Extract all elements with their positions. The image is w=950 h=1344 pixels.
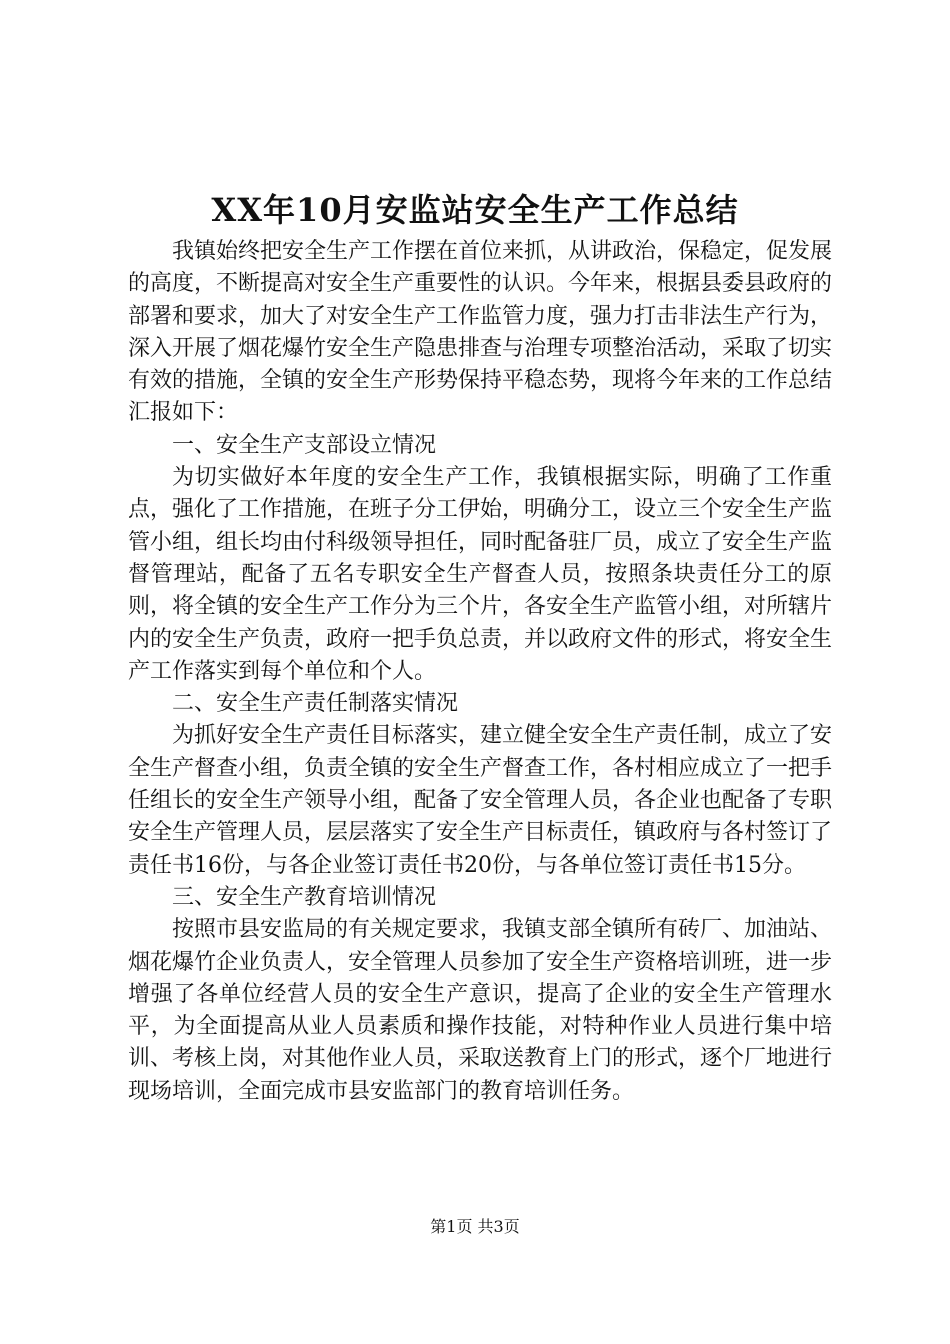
document-body: [128, 236, 832, 1108]
section-paragraph-2: 为抓好安全生产责任目标落实，建立健全安全生产责任制，成立了安全生产督查小组，负责全镇的安全生产督查工作，各村相应成立了一把手任组长的安全生产领导小组，配备了安全管理人员，各企业也配备了专职安全生产管理人员，层层落实了安全生产目标责任，镇政府与各村签订了责任书16份，与各企业签订责任书20份，与各单位签订责任书15分。: [128, 723, 833, 878]
section-heading-1: 一、安全生产支部设立情况: [172, 432, 437, 458]
section-heading-2: 二、安全生产责任制落实情况: [172, 691, 459, 717]
section-heading-3: 三、安全生产教育培训情况: [172, 884, 437, 910]
page-footer: 第1页 共3页: [430, 1217, 520, 1236]
intro-paragraph: 我镇始终把安全生产工作摆在首位来抓，从讲政治，保稳定，促发展的高度，不断提高对安全生产重要性的认识。今年来，根据县委县政府的部署和要求，加大了对安全生产工作监管力度，强力打击非法生产行为，深入开展了烟花爆竹安全生产隐患排查与治理专项整治活动，采取了切实有效的措施，全镇的安全生产形势保持平稳态势，现将今年来的工作总结汇报如下：: [128, 239, 833, 426]
section-paragraph-1: 为切实做好本年度的安全生产工作，我镇根据实际，明确了工作重点，强化了工作措施，在班子分工伊始，明确分工，设立三个安全生产监管小组，组长均由付科级领导担任，同时配备驻厂员，成立了安全生产监督管理站，配备了五名专职安全生产督查人员，按照条块责任分工的原则，将全镇的安全生产工作分为三个片，各安全生产监管小组，对所辖片内的安全生产负责，政府一把手负总责，并以政府文件的形式，将安全生产工作落实到每个单位和个人。: [128, 465, 833, 684]
section-paragraph-3: 按照市县安监局的有关规定要求，我镇支部全镇所有砖厂、加油站、烟花爆竹企业负责人，安全管理人员参加了安全生产资格培训班，进一步增强了各单位经营人员的安全生产意识，提高了企业的安全生产管理水平，为全面提高从业人员素质和操作技能，对特种作业人员进行集中培训、考核上岗，对其他作业人员，采取送教育上门的形式，逐个厂地进行现场培训，全面完成市县安监部门的教育培训任务。: [128, 917, 833, 1104]
document-title: XX年10月安监站安全生产工作总结: [211, 191, 739, 229]
